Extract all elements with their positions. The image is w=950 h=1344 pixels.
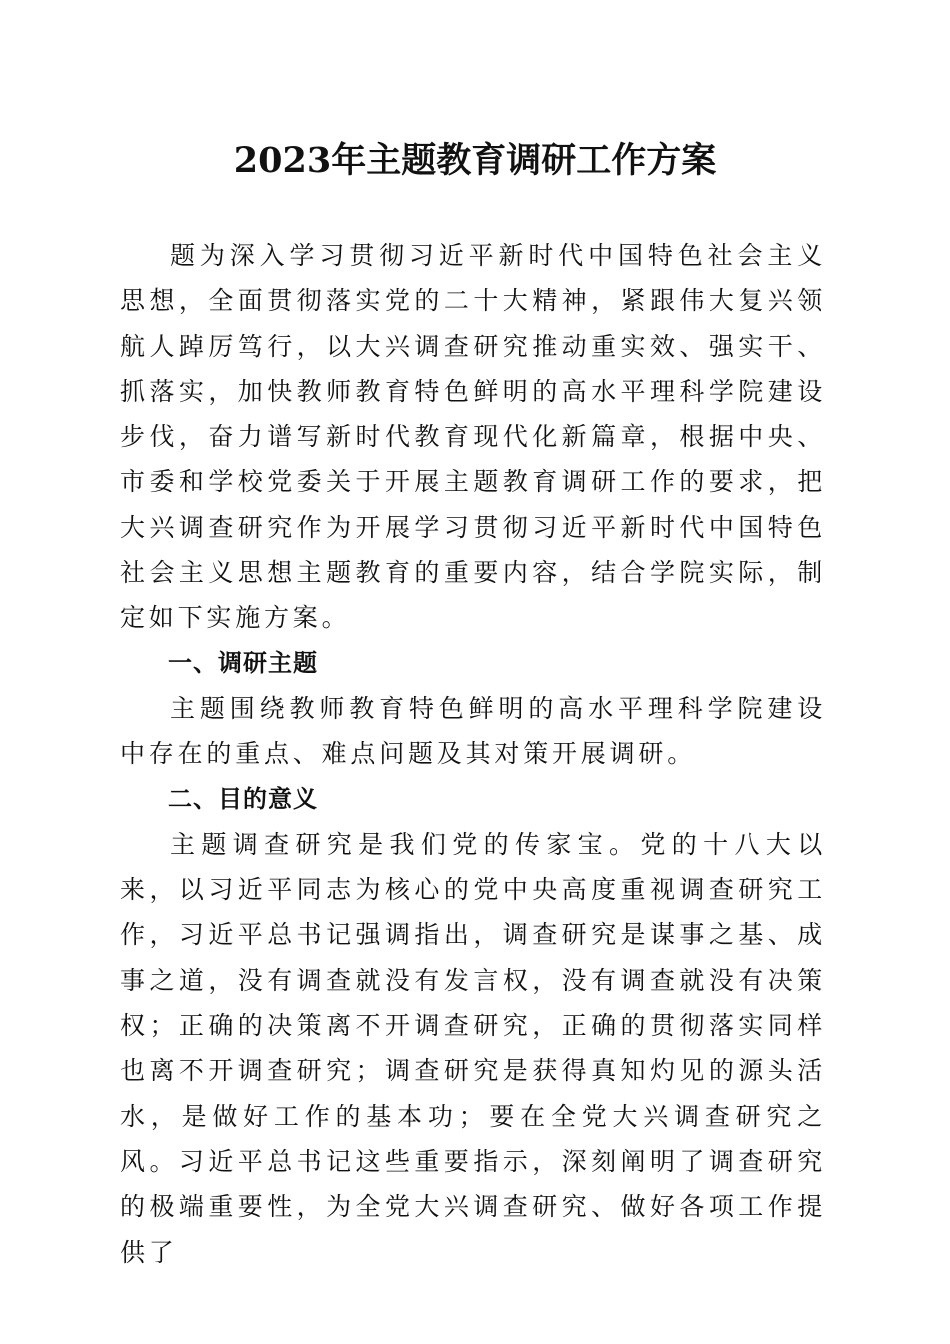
intro-paragraph: 题为深入学习贯彻习近平新时代中国特色社会主义思想，全面贯彻落实党的二十大精神，紧跟伟大复兴领航人踔厉笃行，以大兴调查研究推动重实效、强实干、抓落实，加快教师教育特色鲜明的高水平理科学院建设步伐，奋力谱写新时代教育现代化新篇章，根据中央、市委和学校党委关于开展主题教育调研工作的要求，把大兴调查研究作为开展学习贯彻习近平新时代中国特色社会主义思想主题教育的重要内容，结合学院实际，制定如下实施方案。 xyxy=(120,241,826,633)
document-title: 2023年主题教育调研工作方案 xyxy=(233,140,717,181)
section-heading-purpose: 二、目的意义 xyxy=(168,784,318,813)
research-theme-paragraph: 主题围绕教师教育特色鲜明的高水平理科学院建设中存在的重点、难点问题及其对策开展调研。 xyxy=(120,693,826,769)
document-body xyxy=(120,233,826,1275)
section-heading-research-theme: 一、调研主题 xyxy=(168,648,318,677)
purpose-paragraph: 主题调查研究是我们党的传家宝。党的十八大以来，以习近平同志为核心的党中央高度重视调查研究工作，习近平总书记强调指出，调查研究是谋事之基、成事之道，没有调查就没有发言权，没有调查就没有决策权；正确的决策离不开调查研究，正确的贯彻落实同样也离不开调查研究；调查研究是获得真知灼见的源头活水，是做好工作的基本功；要在全党大兴调查研究之风。习近平总书记这些重要指示，深刻阐明了调查研究的极端重要性，为全党大兴调查研究、做好各项工作提供了 xyxy=(120,829,826,1267)
